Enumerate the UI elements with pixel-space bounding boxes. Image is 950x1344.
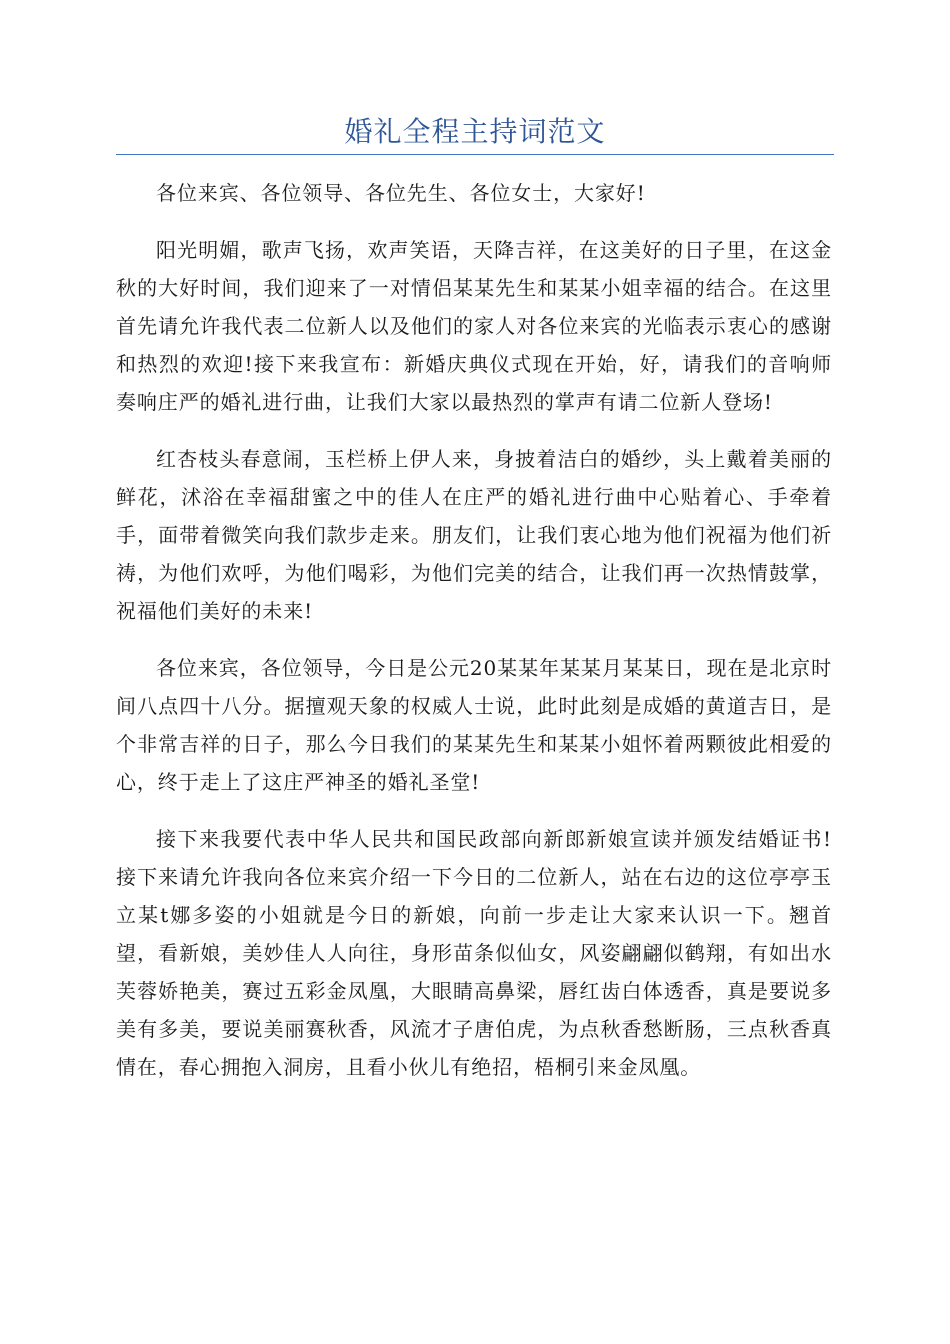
paragraph-entrance: 红杏枝头春意闹，玉栏桥上伊人来，身披着洁白的婚纱，头上戴着美丽的鲜花，沭浴在幸福甜蜜之中的佳人在庄严的婚礼进行曲中心贴着心、手牵着手，面带着微笑向我们款步走来。朋友们，让我们衷心地为他们祝福为他们祈祷，为他们欢呼，为他们喝彩，为他们完美的结合，让我们再一次热情鼓掌，祝福他们美好的未来! <box>116 447 832 623</box>
paragraph-introduction: 接下来我要代表中华人民共和国民政部向新郎新娘宣读并颁发结婚证书!接下来请允许我向各位来宾介绍一下今日的二位新人，站在右边的这位亭亭玉立某t娜多姿的小姐就是今日的新娘，向前一步走让大家来认识一下。翘首望，看新娘，美妙佳人人向往，身形苗条似仙女，风姿翩翩似鹤翔，有如出水芙蓉娇艳美，赛过五彩金凤凰，大眼睛高鼻梁，唇红齿白体透香，真是要说多美有多美，要说美丽赛秋香，风流才子唐伯虎，为点秋香愁断肠，三点秋香真情在，春心拥抱入洞房，且看小伙儿有绝招，梧桐引来金凤凰。 <box>116 827 832 1079</box>
paragraph-greeting: 各位来宾、各位领导、各位先生、各位女士，大家好! <box>156 181 646 205</box>
document-title: 婚礼全程主持词范文 <box>344 115 606 148</box>
paragraph-opening: 阳光明媚，歌声飞扬，欢声笑语，天降吉祥，在这美好的日子里，在这金秋的大好时间，我们迎来了一对情侣某某先生和某某小姐幸福的结合。在这里首先请允许我代表二位新人以及他们的家人对各位来宾的光临表示衷心的感谢和热烈的欢迎!接下来我宣布：新婚庆典仪式现在开始，好，请我们的音响师奏响庄严的婚礼进行曲，让我们大家以最热烈的掌声有请二位新人登场! <box>116 238 832 414</box>
paragraph-date-announcement: 各位来宾，各位领导，今日是公元20某某年某某月某某日，现在是北京时间八点四十八分。据擅观天象的权威人士说，此时此刻是成婚的黄道吉日，是个非常吉祥的日子，那么今日我们的某某先生和某某小姐怀着两颗彼此相爱的心，终于走上了这庄严神圣的婚礼圣堂! <box>116 656 832 794</box>
title-underline <box>116 154 834 155</box>
document-body <box>116 174 832 1105</box>
